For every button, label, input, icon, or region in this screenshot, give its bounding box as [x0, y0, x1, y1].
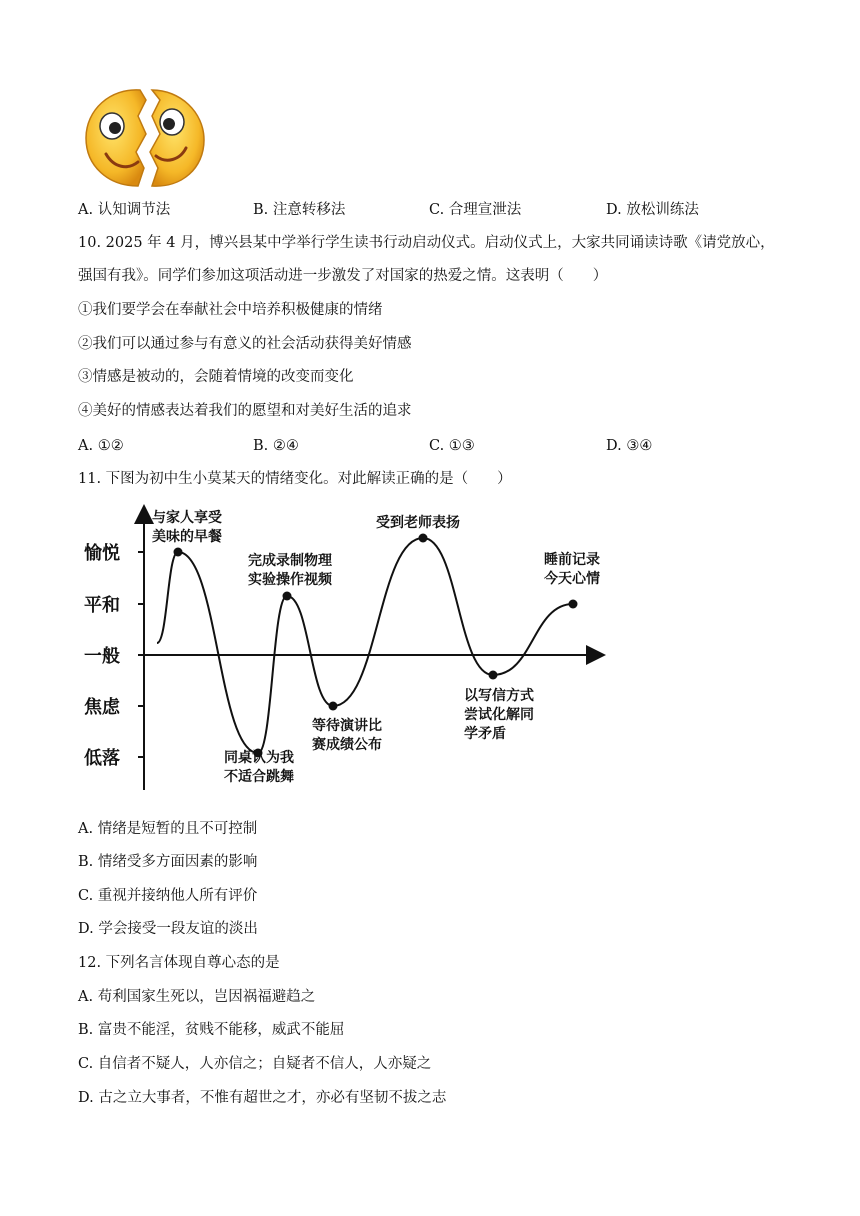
event-label: 赛成绩公布	[312, 737, 382, 753]
event-point	[174, 548, 183, 557]
event-label: 受到老师表扬	[376, 515, 460, 531]
event-label: 以写信方式	[464, 688, 534, 704]
q10-statement-2: ②我们可以通过参与有意义的社会活动获得美好情感	[78, 336, 412, 352]
q10-stem-line1: 10. 2025 年 4 月，博兴县某中学举行学生读书行动启动仪式。启动仪式上，大家共同诵读诗歌《请党放心，	[78, 235, 775, 251]
q11-option-c[interactable]: C. 重视并接纳他人所有评价	[78, 888, 258, 904]
q10-statement-3: ③情感是被动的，会随着情境的改变而变化	[78, 369, 354, 385]
event-label: 同桌认为我	[224, 750, 294, 766]
event-label: 美味的早餐	[152, 529, 222, 545]
event-label: 不适合跳舞	[224, 769, 294, 785]
q11-option-b[interactable]: B. 情绪受多方面因素的影响	[78, 854, 258, 870]
q11-option-a[interactable]: A. 情绪是短暂的且不可控制	[78, 821, 258, 837]
event-label: 尝试化解同	[464, 707, 534, 723]
q10-option-c[interactable]: C. ①③	[429, 438, 475, 454]
q10-option-b[interactable]: B. ②④	[253, 438, 299, 454]
event-label: 完成录制物理	[248, 553, 332, 569]
q9-option-b[interactable]: B. 注意转移法	[253, 202, 346, 218]
event-label: 实验操作视频	[248, 572, 332, 588]
event-label: 与家人享受	[152, 510, 222, 526]
event-point	[329, 702, 338, 711]
emotion-chart	[80, 500, 620, 800]
q9-option-c[interactable]: C. 合理宣泄法	[429, 202, 522, 218]
q10-statement-1: ①我们要学会在奉献社会中培养积极健康的情绪	[78, 302, 383, 318]
event-point	[569, 600, 578, 609]
event-label: 学矛盾	[464, 726, 506, 742]
q10-options	[78, 436, 778, 458]
q12-option-b[interactable]: B. 富贵不能淫，贫贱不能移，威武不能屈	[78, 1022, 345, 1038]
level-label: 平和	[84, 595, 120, 616]
q10-stem-line2: 强国有我》。同学们参加这项活动进一步激发了对国家的热爱之情。这表明（ ）	[78, 268, 608, 284]
q10-option-d[interactable]: D. ③④	[606, 438, 653, 454]
q12-option-d[interactable]: D. 古之立大事者，不惟有超世之才，亦必有坚韧不拔之志	[78, 1090, 447, 1106]
level-label: 低落	[84, 748, 120, 769]
q11-option-d[interactable]: D. 学会接受一段友谊的淡出	[78, 921, 258, 937]
q10-statement-4: ④美好的情感表达着我们的愿望和对美好生活的追求	[78, 403, 412, 419]
q9-options	[78, 200, 778, 222]
event-point	[419, 534, 428, 543]
level-label: 一般	[84, 646, 120, 667]
q12-option-a[interactable]: A. 苟利国家生死以，岂因祸福避趋之	[78, 989, 316, 1005]
q12-option-c[interactable]: C. 自信者不疑人，人亦信之；自疑者不信人，人亦疑之	[78, 1056, 432, 1072]
event-point	[489, 671, 498, 680]
split-face-illustration	[80, 82, 210, 192]
q9-option-a[interactable]: A. 认知调节法	[78, 202, 171, 218]
event-label: 睡前记录	[544, 552, 600, 568]
q10-option-a[interactable]: A. ①②	[78, 438, 124, 454]
q12-stem: 12. 下列名言体现自尊心态的是	[78, 955, 280, 971]
q9-option-d[interactable]: D. 放松训练法	[606, 202, 699, 218]
event-label: 今天心情	[544, 571, 600, 587]
event-label: 等待演讲比	[312, 718, 382, 734]
event-points	[152, 509, 600, 785]
level-label: 愉悦	[84, 543, 120, 564]
q11-stem: 11. 下图为初中生小莫某天的情绪变化。对此解读正确的是（ ）	[78, 471, 512, 487]
level-label: 焦虑	[84, 697, 120, 718]
level-labels	[83, 542, 144, 769]
event-point	[283, 592, 292, 601]
